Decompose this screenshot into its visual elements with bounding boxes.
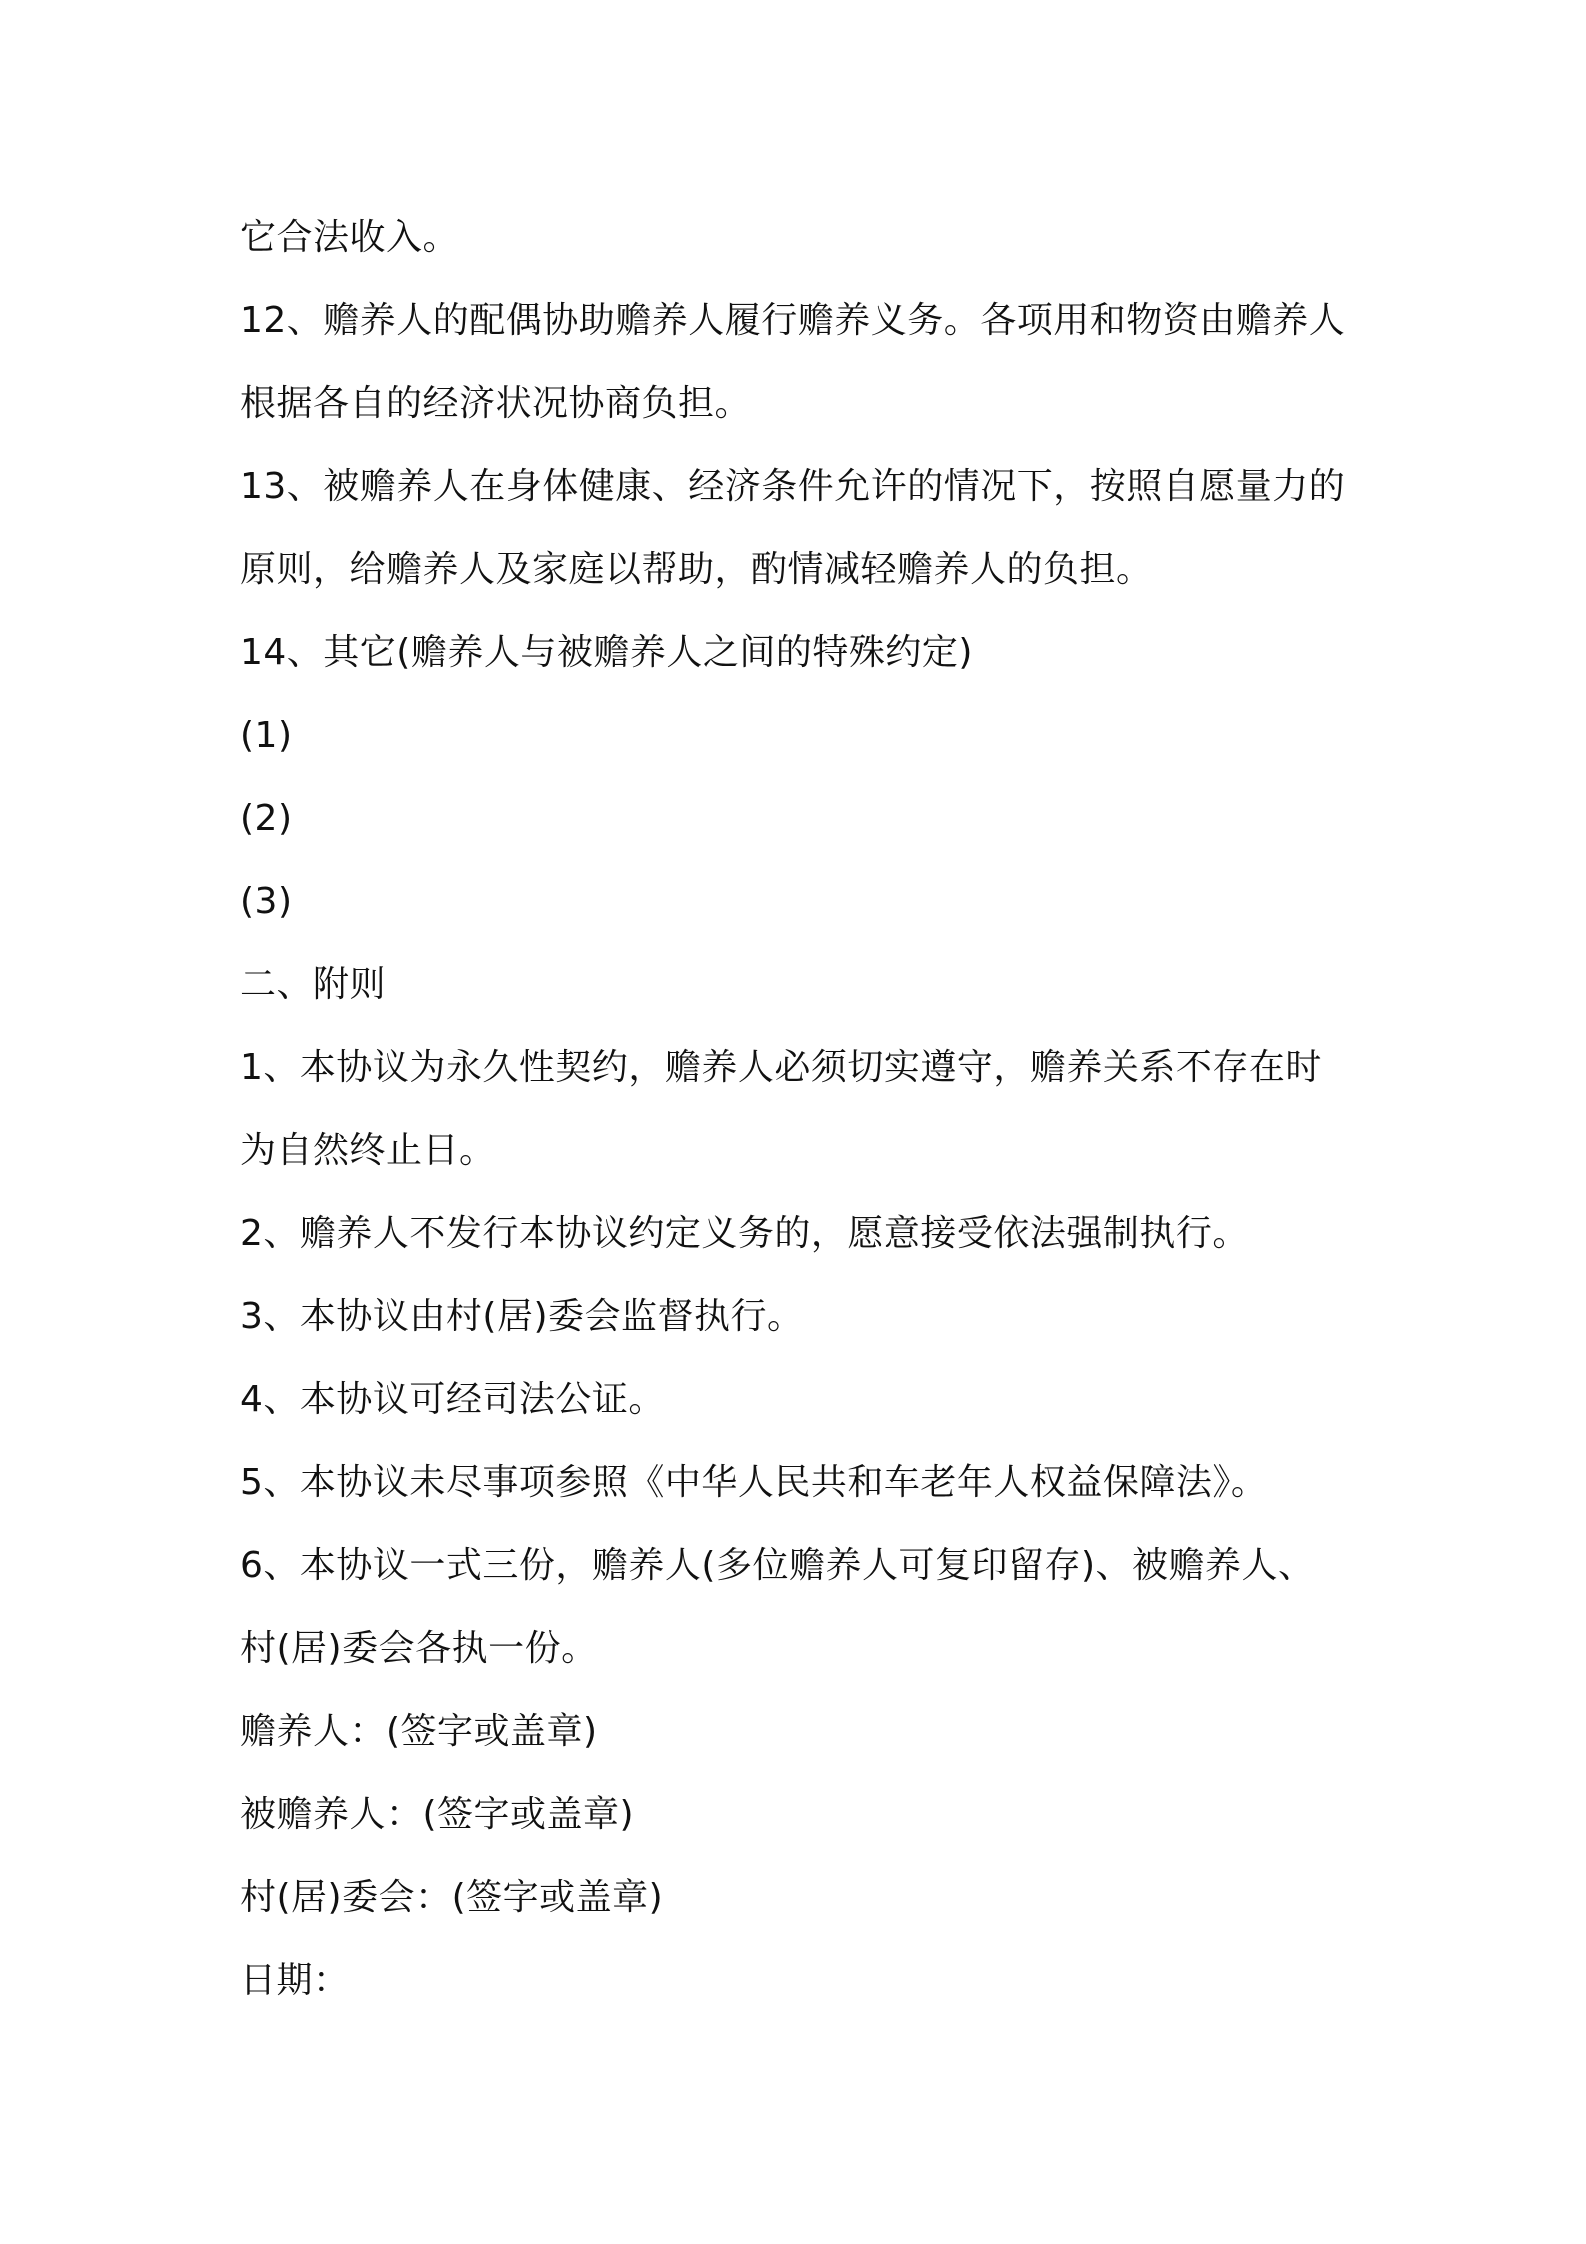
date-line: 日期： xyxy=(240,1960,350,2001)
signature-supporter: 赡养人：(签字或盖章) xyxy=(240,1711,598,1752)
document-body xyxy=(240,196,1360,2022)
appendix-5: 5、本协议未尽事项参照《中华人民共和车老年人权益保障法》。 xyxy=(240,1462,1268,1503)
special-item-1: (1) xyxy=(240,715,293,756)
appendix-2: 2、赡养人不发行本协议约定义务的，愿意接受依法强制执行。 xyxy=(240,1213,1249,1254)
signature-supported: 被赡养人：(签字或盖章) xyxy=(240,1794,635,1835)
special-item-2: (2) xyxy=(240,798,293,839)
clause-12-line-1: 12、赡养人的配偶协助赡养人履行赡养义务。各项用和物资由赡养人 xyxy=(240,300,1346,341)
special-item-3: (3) xyxy=(240,881,293,922)
appendix-6-line-1: 6、本协议一式三份，赡养人(多位赡养人可复印留存)、被赡养人、 xyxy=(240,1545,1315,1586)
section-heading: 二、附则 xyxy=(240,964,387,1005)
clause-13-line-1: 13、被赡养人在身体健康、经济条件允许的情况下，按照自愿量力的 xyxy=(240,466,1346,507)
clause-14: 14、其它(赡养人与被赡养人之间的特殊约定) xyxy=(240,632,973,673)
appendix-1-line-2: 为自然终止日。 xyxy=(240,1130,496,1171)
signature-committee: 村(居)委会：(签字或盖章) xyxy=(240,1877,664,1918)
clause-13-line-2: 原则，给赡养人及家庭以帮助，酌情减轻赡养人的负担。 xyxy=(240,549,1153,590)
appendix-1-line-1: 1、本协议为永久性契约，赡养人必须切实遵守，赡养关系不存在时 xyxy=(240,1047,1322,1088)
appendix-6-line-2: 村(居)委会各执一份。 xyxy=(240,1628,598,1669)
text-line: 它合法收入。 xyxy=(240,217,460,258)
appendix-4: 4、本协议可经司法公证。 xyxy=(240,1379,665,1420)
appendix-3: 3、本协议由村(居)委会监督执行。 xyxy=(240,1296,804,1337)
clause-12-line-2: 根据各自的经济状况协商负担。 xyxy=(240,383,752,424)
